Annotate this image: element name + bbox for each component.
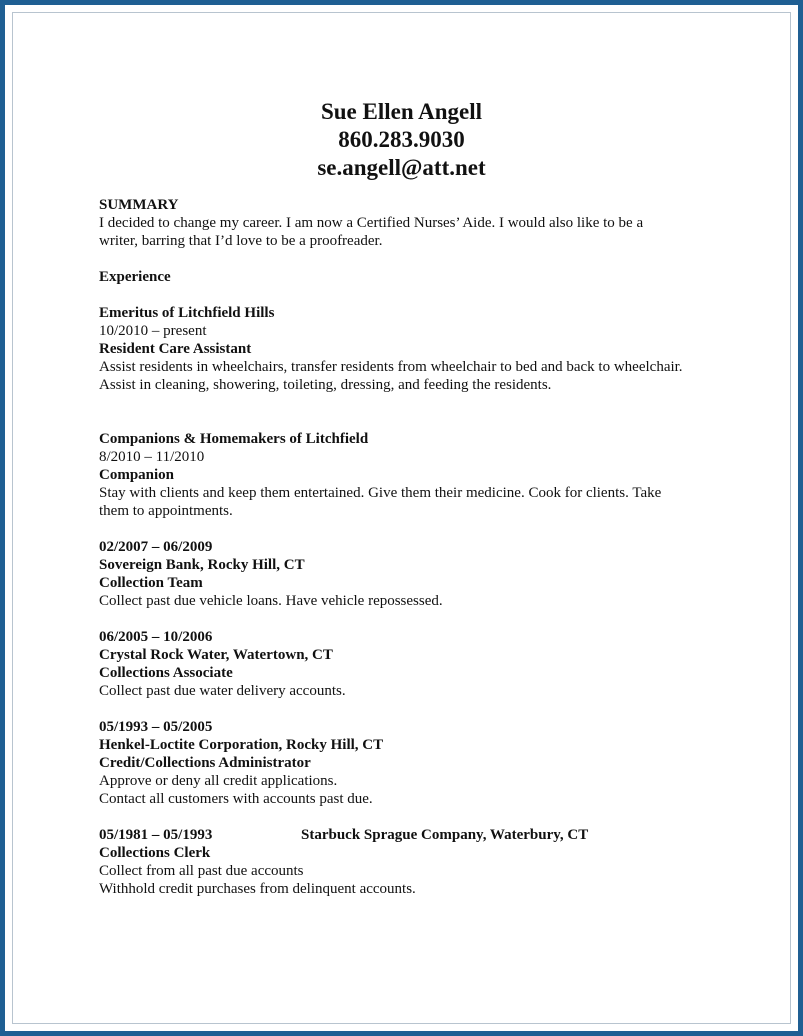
job-entry	[99, 826, 739, 898]
job-title: Credit/Collections Administrator	[99, 755, 311, 771]
job-title: Collection Team	[99, 575, 203, 591]
summary-line: writer, barring that I’d love to be a proofreader.	[99, 233, 383, 249]
candidate-email: se.angell@att.net	[317, 155, 486, 180]
summary-section	[99, 196, 739, 250]
summary-line: I decided to change my career. I am now a Certified Nurses’ Aide. I would also like to be a	[99, 215, 644, 231]
job-entry	[99, 304, 739, 394]
job-description-line: Assist in cleaning, showering, toileting, dressing, and feeding the residents.	[99, 377, 552, 393]
candidate-phone: 860.283.9030	[338, 127, 465, 152]
experience-heading: Experience	[99, 269, 171, 285]
job-entry	[99, 430, 739, 520]
resume-header	[0, 98, 803, 182]
job-description-line: Assist residents in wheelchairs, transfer residents from wheelchair to bed and back to wheelchair.	[99, 359, 683, 375]
job-description-line: Withhold credit purchases from delinquent accounts.	[99, 881, 416, 897]
job-company: Companions & Homemakers of Litchfield	[99, 431, 369, 447]
job-description-line: Collect past due vehicle loans. Have vehicle repossessed.	[99, 593, 443, 609]
job-dates: 05/1993 – 05/2005	[99, 719, 213, 735]
job-description-line: Approve or deny all credit applications.	[99, 773, 338, 789]
job-dates: 10/2010 – present	[99, 323, 207, 339]
job-company: Emeritus of Litchfield Hills	[99, 305, 275, 321]
job-description-line: them to appointments.	[99, 503, 233, 519]
job-description-line: Contact all customers with accounts past due.	[99, 791, 373, 807]
job-dates: 06/2005 – 10/2006	[99, 629, 213, 645]
job-entry	[99, 718, 739, 808]
job-company: Starbuck Sprague Company, Waterbury, CT	[301, 827, 589, 843]
job-dates: 02/2007 – 06/2009	[99, 539, 213, 555]
job-description-line: Collect past due water delivery accounts.	[99, 683, 346, 699]
job-dates: 8/2010 – 11/2010	[99, 449, 205, 465]
job-title: Collections Clerk	[99, 845, 211, 861]
job-description-line: Collect from all past due accounts	[99, 863, 304, 879]
resume-body	[99, 196, 739, 898]
job-company: Crystal Rock Water, Watertown, CT	[99, 647, 333, 663]
job-dates: 05/1981 – 05/1993	[99, 827, 213, 843]
job-title: Resident Care Assistant	[99, 341, 252, 357]
job-entry	[99, 538, 739, 610]
job-entry	[99, 628, 739, 700]
job-title: Companion	[99, 467, 175, 483]
job-company: Henkel-Loctite Corporation, Rocky Hill, CT	[99, 737, 384, 753]
summary-heading: SUMMARY	[99, 197, 179, 213]
job-title: Collections Associate	[99, 665, 233, 681]
job-header-row	[99, 826, 739, 844]
job-company: Sovereign Bank, Rocky Hill, CT	[99, 557, 305, 573]
candidate-name: Sue Ellen Angell	[320, 99, 483, 124]
job-description-line: Stay with clients and keep them entertained. Give them their medicine. Cook for clients. Take	[99, 485, 662, 501]
